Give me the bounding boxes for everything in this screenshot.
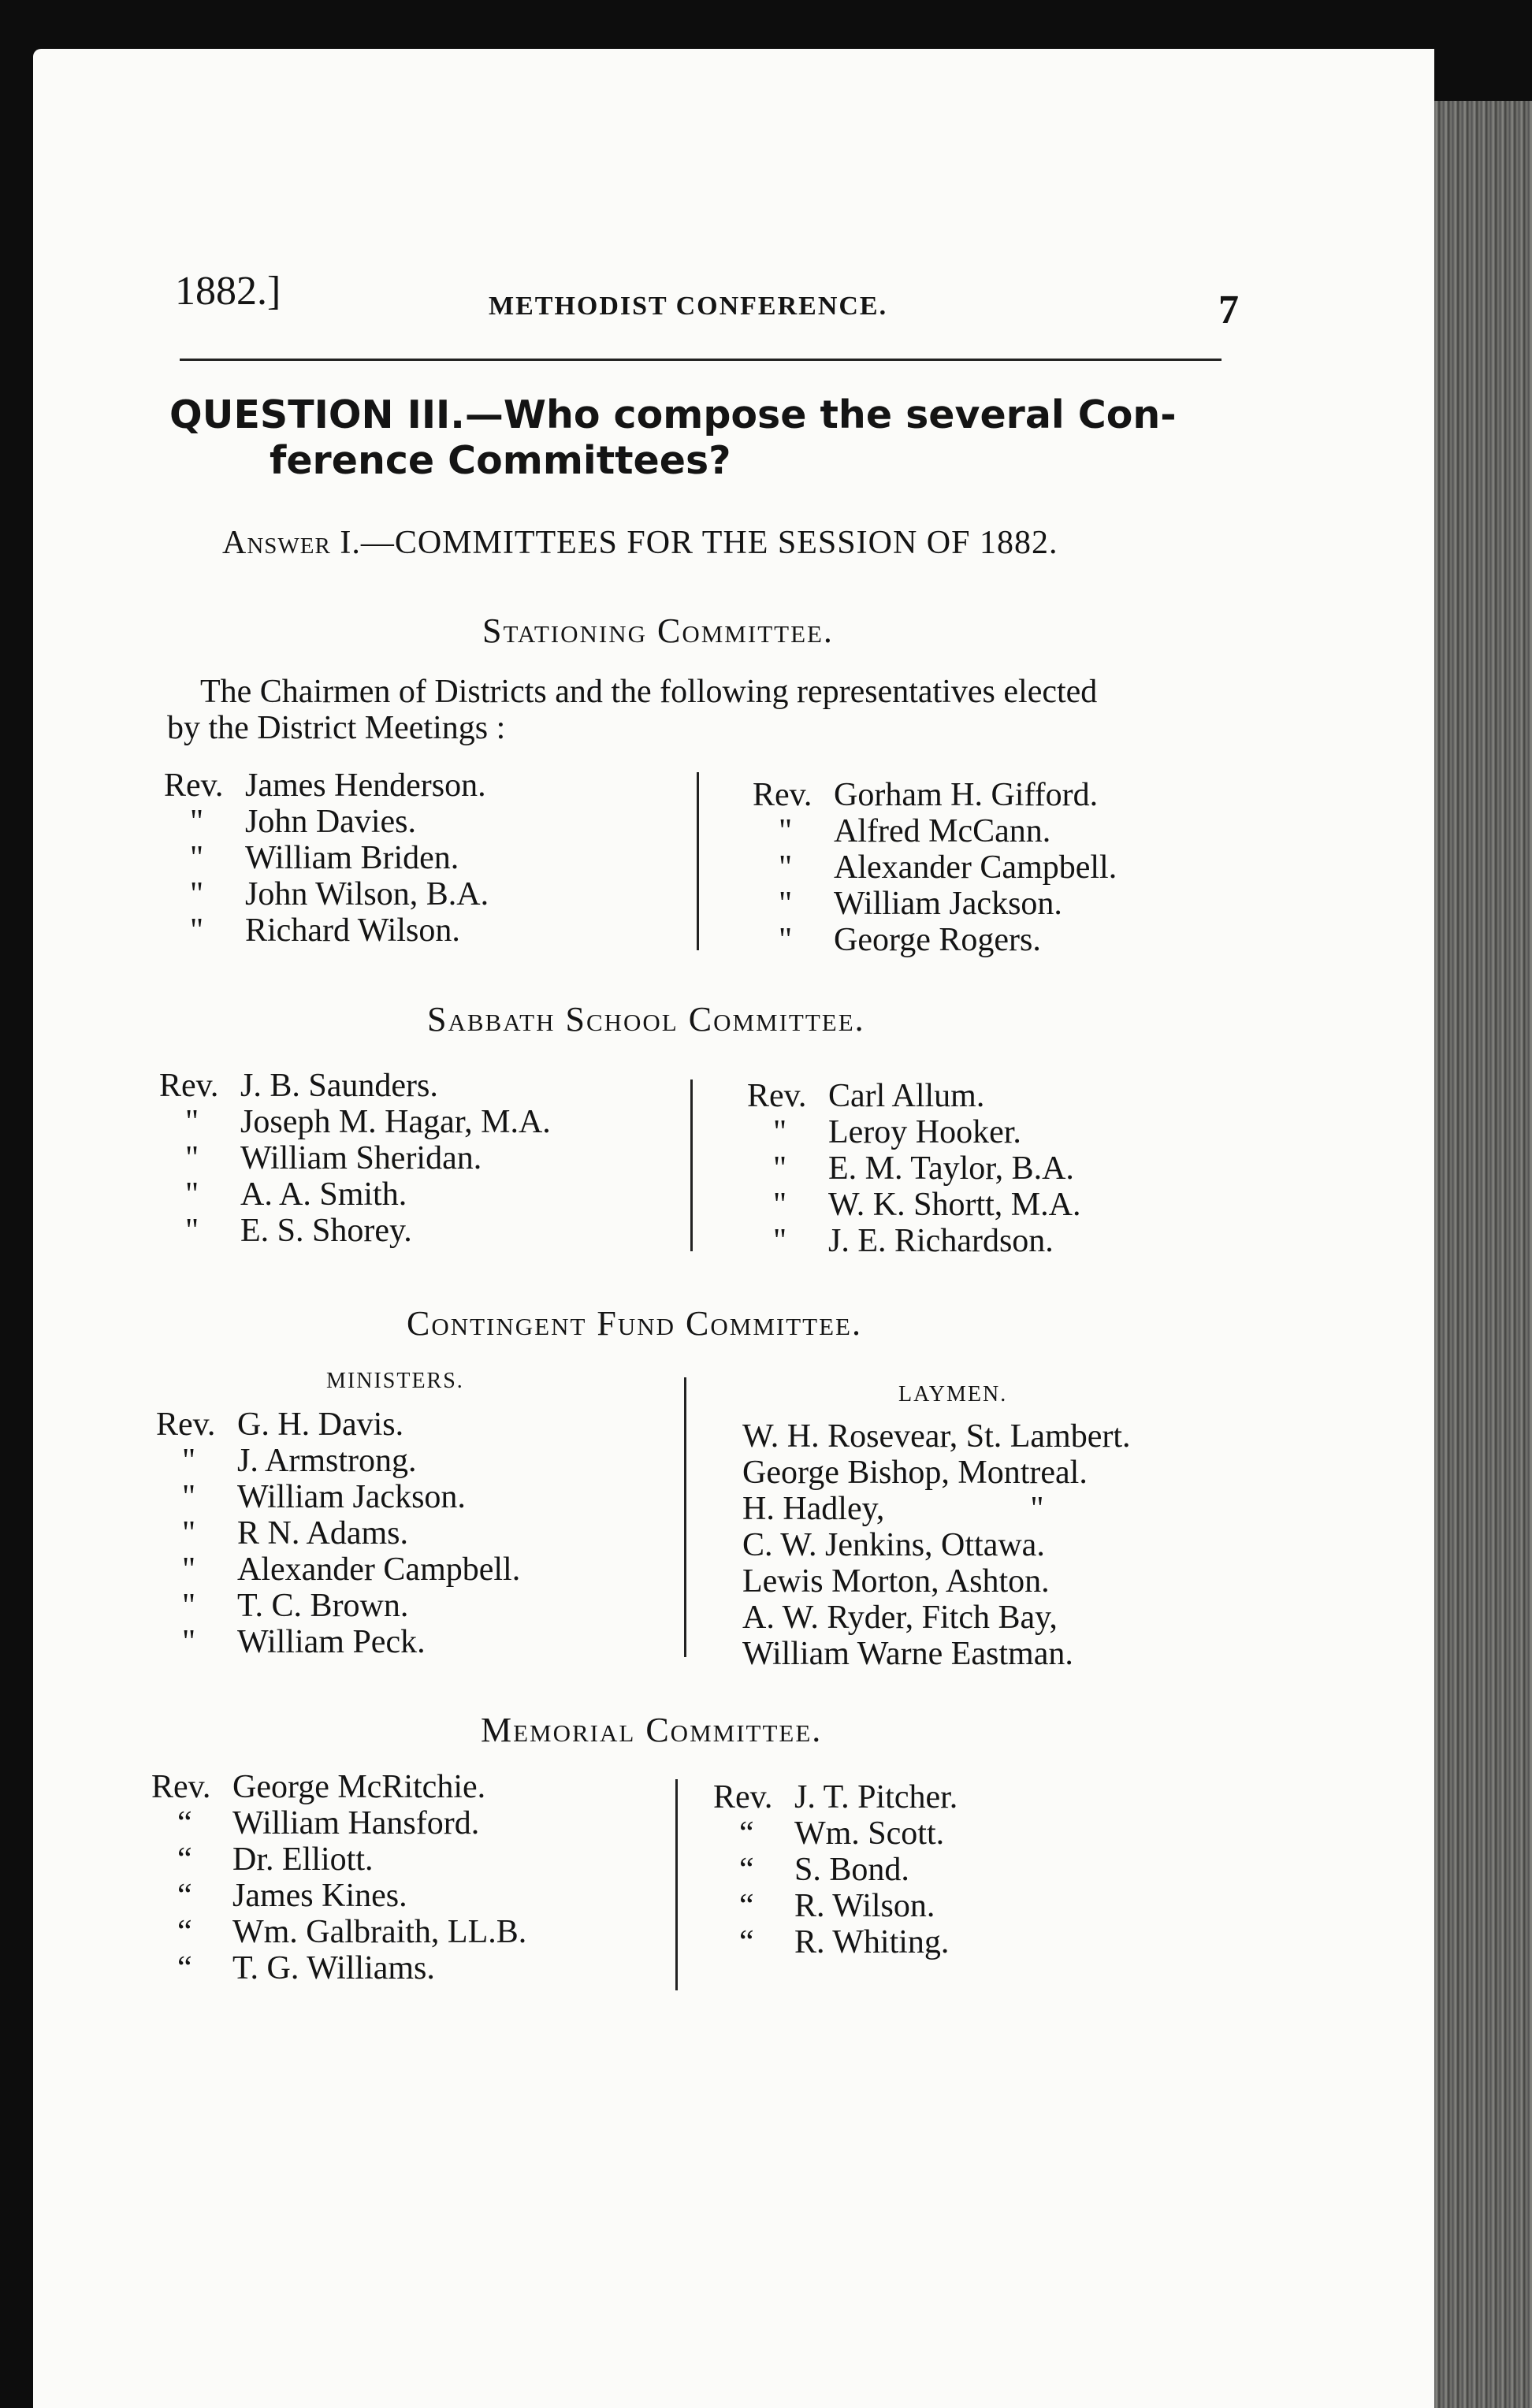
committee-member — [713, 1888, 958, 1924]
member-name: William Jackson. — [834, 886, 1062, 922]
answer-prefix: Answer — [222, 525, 331, 561]
committee-member — [164, 912, 489, 949]
committee-member — [747, 1078, 1080, 1114]
member-name: Gorham H. Gifford. — [834, 777, 1099, 813]
committee-member — [753, 922, 1117, 958]
ditto-mark: “ — [739, 1815, 754, 1852]
running-title: METHODIST CONFERENCE. — [489, 292, 888, 321]
committee-member — [151, 1914, 526, 1950]
member-name: J. T. Pitcher. — [794, 1779, 958, 1815]
ditto-mark: " — [779, 849, 793, 886]
ditto-mark: “ — [177, 1805, 192, 1841]
member-name: Wm. Scott. — [794, 1815, 945, 1852]
member-name: R N. Adams. — [237, 1515, 409, 1551]
answer-text: I.—COMMITTEES FOR THE SESSION OF 1882. — [330, 525, 1058, 561]
ditto-mark: " — [182, 1624, 196, 1660]
member-name: Wm. Galbraith, LL.B. — [232, 1914, 527, 1950]
committee-member — [156, 1624, 520, 1660]
ditto-mark: “ — [177, 1950, 192, 1986]
page-edge — [1434, 101, 1532, 2408]
ditto-mark: " — [773, 1223, 787, 1259]
member-name: J. B. Saunders. — [240, 1068, 438, 1104]
ditto-mark: " — [779, 922, 793, 958]
committee-member — [164, 804, 489, 840]
committee-member — [747, 1223, 1080, 1259]
committee-member — [753, 777, 1117, 813]
member-name: William Peck. — [237, 1624, 426, 1660]
ministers-label: MINISTERS. — [326, 1369, 464, 1393]
question-line-1: QUESTION III.—Who compose the several Con- — [169, 392, 1177, 437]
ditto-mark: " — [185, 1213, 199, 1249]
answer-line — [222, 524, 1058, 562]
committee-member — [713, 1779, 958, 1815]
ditto-mark: “ — [177, 1914, 192, 1950]
sabbath-right-column — [747, 1078, 1080, 1259]
ditto-mark: " — [773, 1114, 787, 1150]
member-name: Alfred McCann. — [834, 813, 1051, 849]
committee-member — [713, 1924, 958, 1960]
intro-line-1: The Chairmen of Districts and the following representatives elected — [200, 674, 1098, 710]
committee-member — [159, 1068, 551, 1104]
ditto-mark: " — [185, 1104, 199, 1140]
member-name: G. H. Davis. — [237, 1407, 404, 1443]
member-name: William Briden. — [245, 840, 459, 876]
member-name: R. Wilson. — [794, 1888, 935, 1924]
ditto-mark: " — [190, 912, 204, 949]
committee-member — [164, 840, 489, 876]
committee-member — [151, 1769, 526, 1805]
ditto-mark: " — [185, 1176, 199, 1213]
title-prefix: Rev. — [753, 777, 812, 813]
sabbath-left-column — [159, 1068, 551, 1249]
member-name: Carl Allum. — [828, 1078, 985, 1114]
committee-member — [156, 1443, 520, 1479]
memorial-heading: Memorial Committee. — [481, 1711, 823, 1749]
ditto-mark: " — [182, 1443, 196, 1479]
layman-entry: George Bishop, Montreal. — [742, 1455, 1088, 1491]
member-name: Joseph M. Hagar, M.A. — [240, 1104, 551, 1140]
title-prefix: Rev. — [151, 1769, 211, 1805]
committee-member — [747, 1114, 1080, 1150]
layman-entry: A. W. Ryder, Fitch Bay, — [742, 1600, 1058, 1636]
committee-member — [151, 1805, 526, 1841]
committee-member — [156, 1588, 520, 1624]
ditto-mark: " — [185, 1140, 199, 1176]
memorial-left-column — [151, 1769, 526, 1986]
ditto-mark: “ — [177, 1878, 192, 1914]
ditto-mark: " — [190, 840, 204, 876]
layman-name: H. Hadley, — [742, 1491, 885, 1527]
member-name: J. E. Richardson. — [828, 1223, 1054, 1259]
contingent-heading: Contingent Fund Committee. — [407, 1304, 862, 1343]
ditto-mark: " — [190, 876, 204, 912]
layman-entry: William Warne Eastman. — [742, 1636, 1073, 1672]
committee-member — [713, 1815, 958, 1852]
intro-line-2: by the District Meetings : — [167, 710, 506, 746]
layman-entry: W. H. Rosevear, St. Lambert. — [742, 1418, 1131, 1455]
member-name: T. G. Williams. — [232, 1950, 435, 1986]
page-number: 7 — [1218, 288, 1239, 333]
ditto-mark: " — [773, 1150, 787, 1187]
committee-member — [164, 767, 489, 804]
title-prefix: Rev. — [713, 1779, 773, 1815]
sabbath-heading: Sabbath School Committee. — [427, 1000, 865, 1039]
column-divider — [690, 1080, 693, 1251]
committee-member — [747, 1187, 1080, 1223]
column-divider — [675, 1779, 678, 1990]
layman-entry — [742, 1491, 1131, 1527]
header-rule — [180, 359, 1222, 361]
member-name: William Sheridan. — [240, 1140, 482, 1176]
ministers-column — [156, 1407, 520, 1660]
laymen-column — [742, 1418, 1131, 1672]
layman-entry: C. W. Jenkins, Ottawa. — [742, 1527, 1045, 1563]
committee-member — [159, 1140, 551, 1176]
ditto-mark: " — [779, 813, 793, 849]
title-prefix: Rev. — [747, 1078, 807, 1114]
title-prefix: Rev. — [156, 1407, 216, 1443]
column-divider — [684, 1377, 686, 1657]
ditto-mark: “ — [177, 1841, 192, 1878]
member-name: George McRitchie. — [232, 1769, 486, 1805]
committee-member — [151, 1841, 526, 1878]
committee-member — [159, 1176, 551, 1213]
title-prefix: Rev. — [164, 767, 224, 804]
ditto-mark: “ — [739, 1852, 754, 1888]
ditto-mark: " — [182, 1479, 196, 1515]
stationing-left-column — [164, 767, 489, 949]
committee-member — [156, 1479, 520, 1515]
member-name: George Rogers. — [834, 922, 1041, 958]
committee-member — [159, 1104, 551, 1140]
member-name: Richard Wilson. — [245, 912, 460, 949]
ditto-mark: " — [182, 1551, 196, 1588]
column-divider — [697, 772, 699, 950]
member-name: A. A. Smith. — [240, 1176, 407, 1213]
memorial-right-column — [713, 1779, 958, 1960]
member-name: J. Armstrong. — [237, 1443, 417, 1479]
member-name: John Davies. — [245, 804, 416, 840]
ditto-mark: " — [1030, 1491, 1044, 1527]
committee-member — [156, 1407, 520, 1443]
member-name: James Kines. — [232, 1878, 407, 1914]
member-name: S. Bond. — [794, 1852, 909, 1888]
question-line-2: ference Committees? — [270, 438, 731, 483]
ditto-mark: " — [182, 1588, 196, 1624]
member-name: Dr. Elliott. — [232, 1841, 374, 1878]
member-name: William Jackson. — [237, 1479, 466, 1515]
ditto-mark: “ — [739, 1888, 754, 1924]
committee-member — [151, 1878, 526, 1914]
member-name: E. S. Shorey. — [240, 1213, 412, 1249]
member-name: James Henderson. — [245, 767, 486, 804]
member-name: Leroy Hooker. — [828, 1114, 1021, 1150]
committee-member — [159, 1213, 551, 1249]
committee-member — [753, 813, 1117, 849]
member-name: Alexander Campbell. — [834, 849, 1117, 886]
committee-member — [753, 849, 1117, 886]
committee-member — [753, 886, 1117, 922]
title-prefix: Rev. — [159, 1068, 219, 1104]
member-name: William Hansford. — [232, 1805, 480, 1841]
member-name: R. Whiting. — [794, 1924, 950, 1960]
ditto-mark: " — [773, 1187, 787, 1223]
committee-member — [713, 1852, 958, 1888]
question-heading — [169, 392, 1177, 484]
committee-member — [747, 1150, 1080, 1187]
member-name: John Wilson, B.A. — [245, 876, 489, 912]
committee-member — [151, 1950, 526, 1986]
ditto-mark: " — [190, 804, 204, 840]
member-name: W. K. Shortt, M.A. — [828, 1187, 1081, 1223]
ditto-mark: " — [182, 1515, 196, 1551]
stationing-heading: Stationing Committee. — [482, 611, 834, 650]
committee-member — [164, 876, 489, 912]
laymen-label: LAYMEN. — [898, 1382, 1008, 1407]
member-name: Alexander Campbell. — [237, 1551, 521, 1588]
member-name: T. C. Brown. — [237, 1588, 409, 1624]
layman-entry: Lewis Morton, Ashton. — [742, 1563, 1050, 1600]
stationing-right-column — [753, 777, 1117, 958]
committee-member — [156, 1551, 520, 1588]
header-year: 1882.] — [175, 269, 281, 314]
ditto-mark: “ — [739, 1924, 754, 1960]
ditto-mark: " — [779, 886, 793, 922]
stationing-intro — [167, 674, 1239, 746]
committee-member — [156, 1515, 520, 1551]
member-name: E. M. Taylor, B.A. — [828, 1150, 1074, 1187]
